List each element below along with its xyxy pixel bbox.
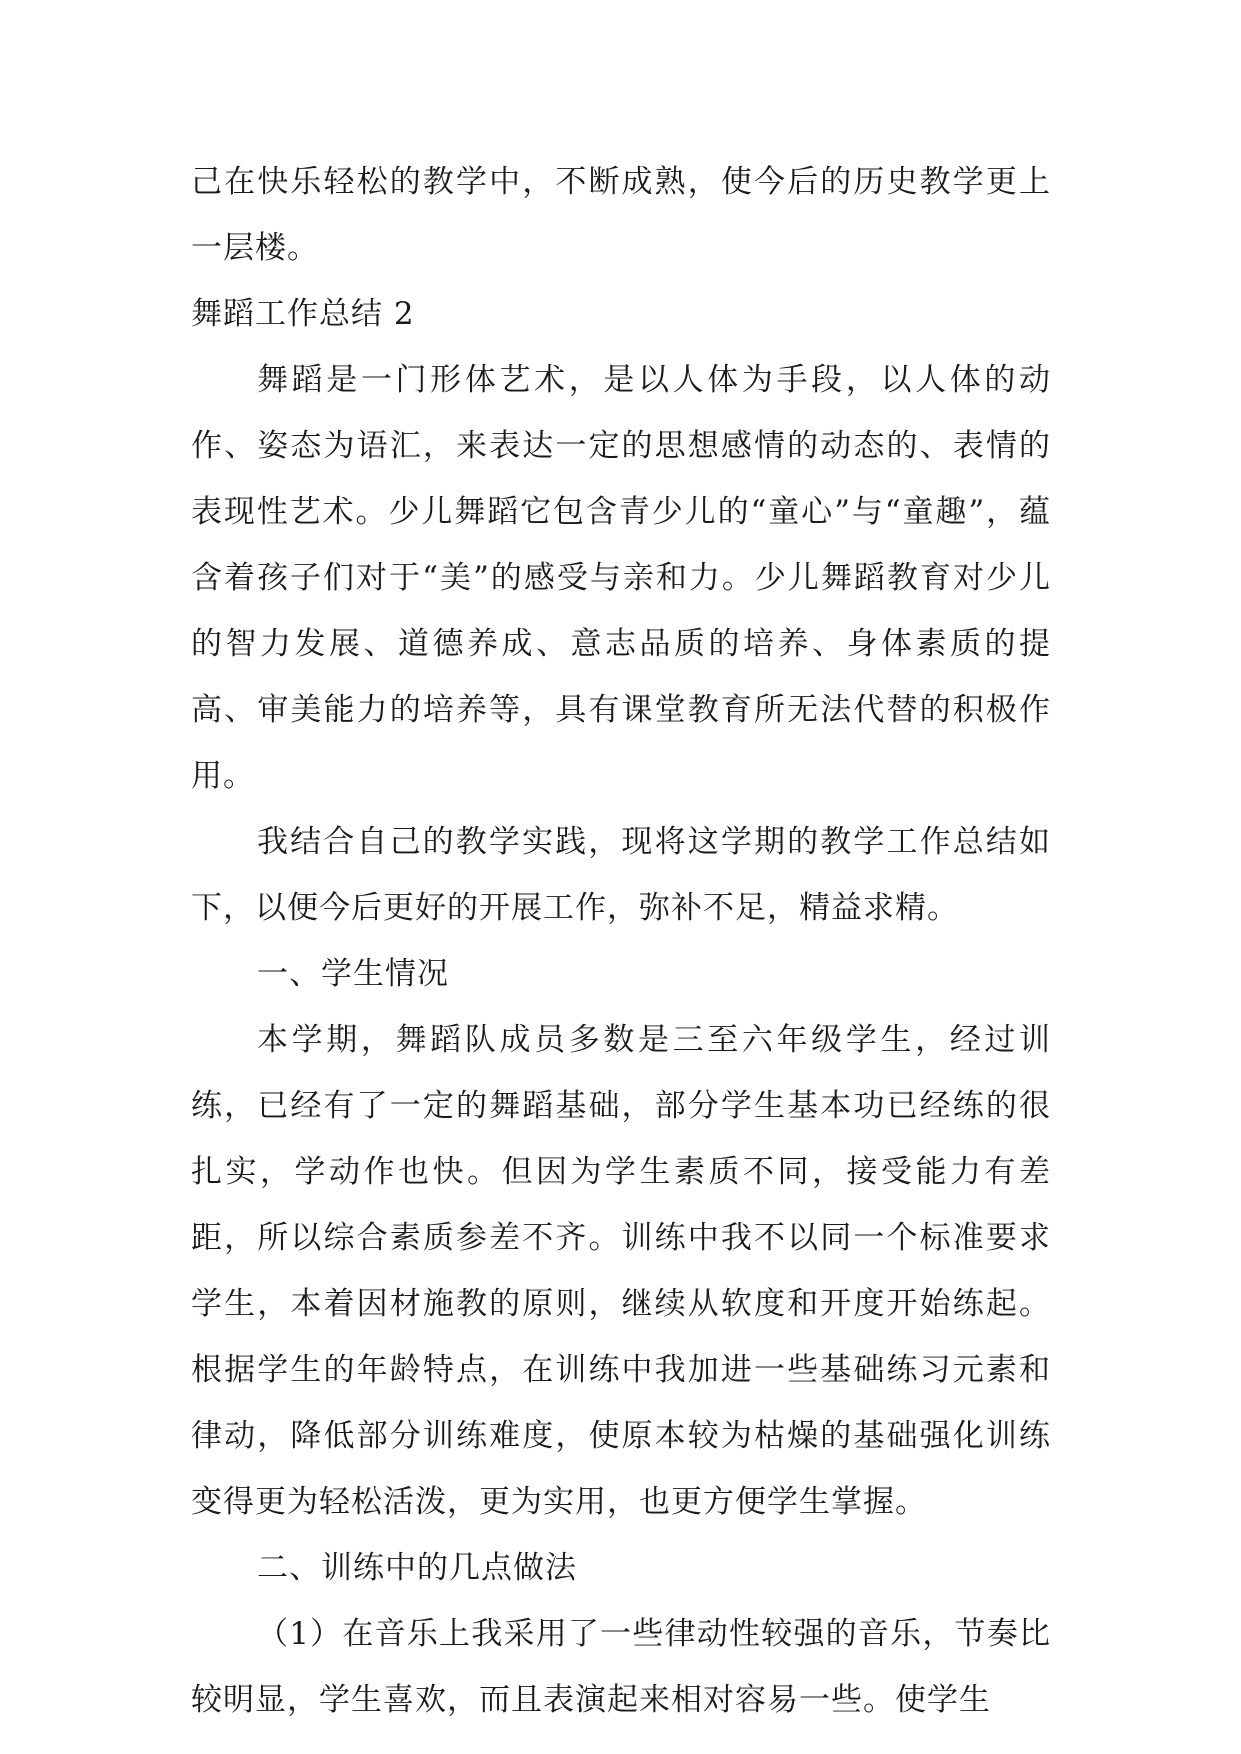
section-title: 舞蹈工作总结 2	[191, 296, 415, 332]
document-body	[191, 149, 1051, 1733]
paragraph-music-method: （1）在音乐上我采用了一些律动性较强的音乐，节奏比较明显，学生喜欢，而且表演起来相对容易一些。使学生	[191, 1616, 1051, 1718]
intro-continuation-paragraph: 己在快乐轻松的教学中，不断成熟，使今后的历史教学更上一层楼。	[191, 164, 1051, 266]
heading-training-methods: 二、训练中的几点做法	[257, 1550, 577, 1586]
paragraph-summary-intro: 我结合自己的教学实践，现将这学期的教学工作总结如下，以便今后更好的开展工作，弥补不足，精益求精。	[191, 824, 1051, 926]
paragraph-student-situation: 本学期，舞蹈队成员多数是三至六年级学生，经过训练，已经有了一定的舞蹈基础，部分学生基本功已经练的很扎实，学动作也快。但因为学生素质不同，接受能力有差距，所以综合素质参差不齐。训练中我不以同一个标准要求学生，本着因材施教的原则，继续从软度和开度开始练起。根据学生的年龄特点，在训练中我加进一些基础练习元素和律动，降低部分训练难度，使原本较为枯燥的基础强化训练变得更为轻松活泼，更为实用，也更方便学生掌握。	[191, 1022, 1051, 1520]
heading-student-situation: 一、学生情况	[257, 956, 449, 992]
paragraph-dance-definition: 舞蹈是一门形体艺术，是以人体为手段，以人体的动作、姿态为语汇，来表达一定的思想感情的动态的、表情的表现性艺术。少儿舞蹈它包含青少儿的“童心”与“童趣”，蕴含着孩子们对于“美”的感受与亲和力。少儿舞蹈教育对少儿的智力发展、道德养成、意志品质的培养、身体素质的提高、审美能力的培养等，具有课堂教育所无法代替的积极作用。	[191, 362, 1051, 794]
